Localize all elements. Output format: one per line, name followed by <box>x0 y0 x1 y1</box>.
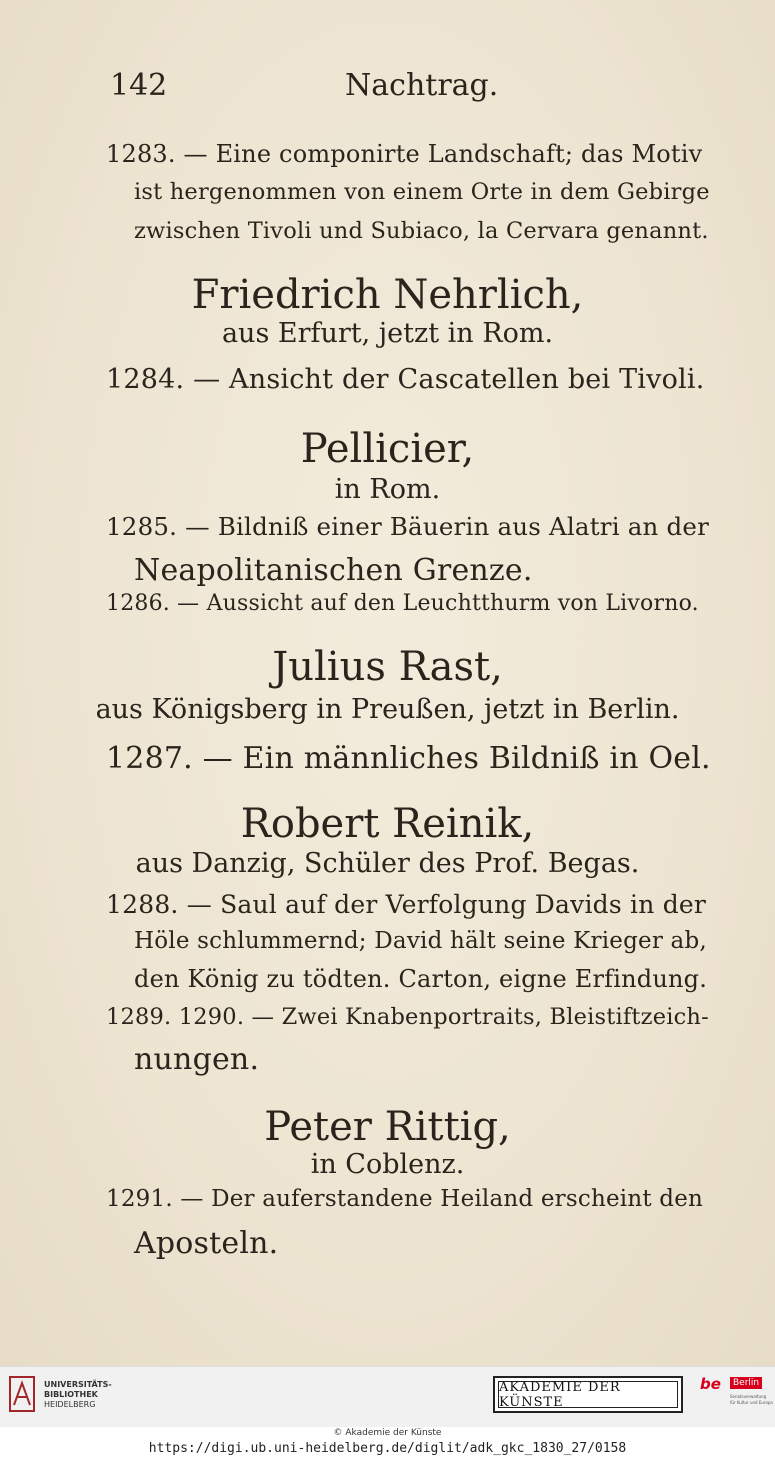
entry-line: Aposteln. <box>134 1226 279 1261</box>
artist-origin: in Rom. <box>334 474 441 505</box>
artist-name: Pellicier, <box>300 426 475 472</box>
copyright-credit: © Akademie der Künste <box>333 1428 442 1438</box>
entry-line: Neapolitanischen Grenze. <box>134 553 533 588</box>
artist-origin: aus Königsberg in Preußen, jetzt in Berlin. <box>95 694 680 725</box>
logo-bar <box>0 1366 775 1427</box>
ub-heidelberg-logo-icon <box>8 1375 36 1413</box>
entry-line: den König zu tödten. Carton, eigne Erfindung. <box>134 965 708 993</box>
entry-line: 1288. — Saul auf der Verfolgung Davids in der <box>106 890 707 919</box>
be-berlin-logo: be Berlin Senatsverwaltung für Kultur und Europa <box>700 1375 773 1405</box>
entry-line: 1287. — Ein männliches Bildniß in Oel. <box>106 741 711 776</box>
artist-name: Peter Rittig, <box>264 1104 511 1150</box>
artist-name: Robert Reinik, <box>240 801 535 847</box>
entry-line: Höle schlummernd; David hält seine Krieger ab, <box>134 928 707 954</box>
artist-name: Julius Rast, <box>272 644 503 690</box>
entry-line: 1283. — Eine componirte Landschaft; das Motiv <box>106 140 703 168</box>
akademie-logo[interactable]: AKADEMIE DER KÜNSTE <box>493 1376 683 1413</box>
artist-name: Friedrich Nehrlich, <box>191 272 584 318</box>
entry-line: 1291. — Der auferstandene Heiland erscheint den <box>106 1186 704 1212</box>
entry-line: 1285. — Bildniß einer Bäuerin aus Alatri an der <box>106 512 709 541</box>
permalink-url[interactable]: https://digi.ub.uni-heidelberg.de/diglit/adk_gkc_1830_27/0158 <box>148 1441 627 1456</box>
entry-line: nungen. <box>134 1042 260 1077</box>
artist-origin: in Coblenz. <box>310 1149 465 1180</box>
viewer-footer <box>0 1366 775 1461</box>
entry-line: 1284. — Ansicht der Cascatellen bei Tivoli. <box>106 364 705 395</box>
artist-origin: aus Danzig, Schüler des Prof. Begas. <box>135 848 640 879</box>
entry-line: 1286. — Aussicht auf den Leuchtthurm von Livorno. <box>106 591 699 616</box>
page-number: 142 <box>110 68 168 103</box>
entry-line: zwischen Tivoli und Subiaco, la Cervara genannt. <box>134 218 709 244</box>
entry-line: 1289. 1290. — Zwei Knabenportraits, Bleistiftzeich- <box>106 1004 709 1030</box>
library-name: UNIVERSITÄTS- BIBLIOTHEK HEIDELBERG <box>44 1380 112 1409</box>
running-title: Nachtrag. <box>345 68 499 103</box>
entry-line: ist hergenommen von einem Orte in dem Gebirge <box>134 179 710 205</box>
artist-origin: aus Erfurt, jetzt in Rom. <box>221 318 554 349</box>
